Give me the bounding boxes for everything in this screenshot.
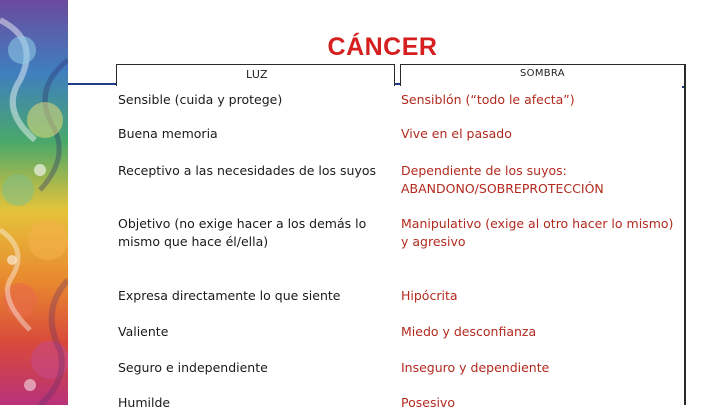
table-cell-light: Expresa directamente lo que siente bbox=[118, 288, 341, 303]
table-cell-shadow: Manipulativo (exige al otro hacer lo mismo) y agresivo bbox=[401, 216, 674, 249]
table-cell-light: Seguro e independiente bbox=[118, 360, 268, 375]
light-column-header: LUZ bbox=[246, 68, 268, 81]
table-cell-light: Buena memoria bbox=[118, 126, 218, 141]
mandala-painting-icon bbox=[0, 0, 68, 405]
table-cell-light: Receptivo a las necesidades de los suyos bbox=[118, 163, 377, 178]
table-cell-light: Valiente bbox=[118, 324, 169, 339]
table-cell-shadow: Inseguro y dependiente bbox=[401, 360, 550, 375]
shadow-column-header: SOMBRA bbox=[520, 68, 565, 79]
table-cell-light: Humilde bbox=[118, 395, 171, 410]
mandala-artwork bbox=[0, 0, 68, 405]
table-cell-light: Objetivo (no exige hacer a los demás lo mismo que hace él/ella) bbox=[118, 216, 367, 249]
table-cell-shadow: Vive en el pasado bbox=[401, 126, 512, 141]
table-cell-shadow: Sensiblón (“todo le afecta”) bbox=[401, 92, 575, 107]
table-cell-light: Sensible (cuida y protege) bbox=[118, 92, 283, 107]
table-cell-shadow: Miedo y desconfianza bbox=[401, 324, 537, 339]
table-cell-shadow: Hipócrita bbox=[401, 288, 458, 303]
table-cell-shadow: Posesivo bbox=[401, 395, 455, 410]
table-cell-shadow: Dependiente de los suyos: ABANDONO/SOBREPROTECCIÓN bbox=[401, 163, 604, 196]
table-right-border bbox=[684, 64, 686, 405]
page-title: CÁNCER bbox=[327, 33, 438, 61]
